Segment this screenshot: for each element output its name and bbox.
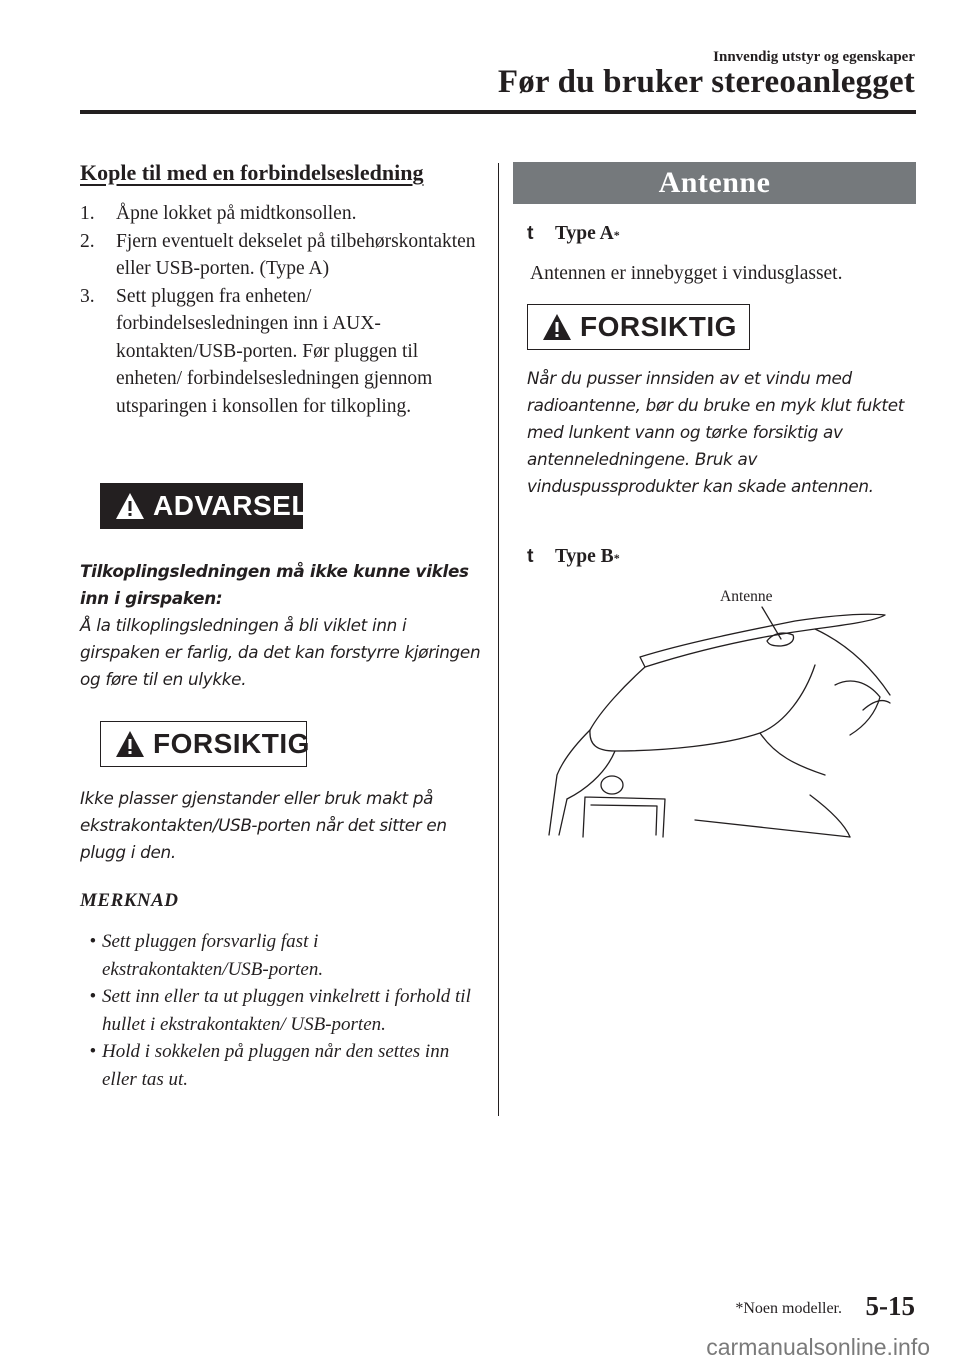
- warning-triangle-icon: [542, 313, 572, 341]
- bullet: t: [527, 545, 534, 567]
- bullet: •: [89, 931, 96, 952]
- forsiktig-badge: [527, 304, 750, 350]
- forsiktig-label: FORSIKTIG: [153, 728, 310, 759]
- column-divider: [498, 163, 499, 1116]
- note-text: Sett pluggen forsvarlig fast i ekstrakontakten/USB-porten.: [102, 931, 324, 980]
- watermark: carmanualsonline.info: [706, 1334, 930, 1360]
- type-a-heading: [527, 222, 917, 245]
- advarsel-text: [80, 558, 485, 693]
- forsiktig-badge: [100, 721, 310, 767]
- roof-line: [815, 629, 890, 695]
- header-rule: [80, 110, 916, 114]
- step-item: [80, 283, 485, 421]
- step-number: 2.: [80, 230, 95, 252]
- asterisk-mark: *: [613, 228, 620, 242]
- note-item: [80, 1038, 485, 1093]
- tail-light-left: [567, 751, 615, 799]
- license-plate-recess: [583, 797, 665, 837]
- rear-quarter-line: [810, 795, 850, 837]
- forsiktig-text: Ikke plasser gjenstander eller bruk makt på ekstrakontakten/USB-porten når det sitter en plugg i den.: [80, 788, 447, 862]
- bumper-line: [695, 820, 850, 837]
- shark-fin-antenna: [767, 633, 794, 646]
- step-number: 1.: [80, 203, 95, 224]
- note-item: [80, 928, 485, 983]
- type-b-label: Type B: [555, 546, 614, 567]
- car-rear-antenna-illustration: [545, 585, 895, 840]
- note-heading: MERKNAD: [80, 890, 179, 911]
- antenne-caution-text: Når du pusser innsiden av et vindu med radioantenne, bør du bruke en myk klut fuktet med lunkent vann og tørke forsiktig av antenneledningene. Bruk av vinduspussprodukter kan skade antennen.: [527, 368, 904, 496]
- footnote: *Noen modeller.: [735, 1300, 842, 1317]
- step-number: 3.: [80, 285, 95, 307]
- bullet: t: [527, 222, 534, 244]
- section-banner: Antenne: [513, 162, 916, 204]
- bullet: •: [89, 1041, 96, 1062]
- warning-triangle-icon: [115, 492, 145, 520]
- advarsel-body-text: Å la tilkoplingsledningen å bli viklet inn i girspaken er farlig, da det kan forstyrre kjøringen og føre til en ulykke.: [80, 615, 481, 689]
- bullet: •: [89, 986, 96, 1007]
- note-list: [80, 928, 485, 1093]
- warning-triangle-icon: [115, 730, 145, 758]
- note-item: [80, 983, 485, 1038]
- diagram-label: Antenne: [720, 588, 773, 605]
- note-text: Hold i sokkelen på pluggen når den settes inn eller tas ut.: [102, 1041, 450, 1090]
- steps-list: [80, 200, 485, 420]
- step-item: [80, 200, 485, 228]
- step-text: Åpne lokket på midtkonsollen.: [116, 203, 357, 224]
- section-heading: Kople til med en forbindelsesledning: [80, 160, 424, 185]
- advarsel-badge: [100, 483, 309, 529]
- step-item: [80, 228, 485, 283]
- emblem: [601, 776, 623, 794]
- forsiktig-label: FORSIKTIG: [580, 311, 737, 342]
- chapter-subtitle: Innvendig utstyr og egenskaper: [713, 49, 915, 65]
- note-text: Sett inn eller ta ut pluggen vinkelrett i forhold til hullet i ekstrakontakten/ USB-porten.: [102, 986, 471, 1035]
- asterisk-mark: *: [613, 551, 620, 565]
- advarsel-bold-text: Tilkoplingsledningen må ikke kunne vikles inn i girspaken:: [80, 561, 469, 608]
- bumper-edge: [559, 799, 567, 835]
- page-number: 5-15: [865, 1291, 915, 1321]
- step-text: Fjern eventuelt dekselet på tilbehørskontakten eller USB-porten. (Type A): [116, 230, 476, 279]
- advarsel-label: ADVARSEL: [153, 490, 309, 521]
- step-text: Sett pluggen fra enheten/ forbindelsesledningen inn i AUX-kontakten/USB-porten. Før pluggen til enheten/ forbindelsesledningen gjennom utsparingen i konsollen for tilkopling.: [116, 285, 433, 417]
- type-a-label: Type A: [555, 223, 614, 244]
- page-title: Før du bruker stereoanlegget: [497, 64, 915, 100]
- rear-window: [590, 665, 815, 751]
- tail-light-right: [760, 733, 825, 775]
- license-plate-inner: [591, 805, 657, 835]
- roof-spoiler: [640, 614, 885, 667]
- side-window: [835, 681, 880, 735]
- type-a-description: Antennen er innebygget i vindusglasset.: [530, 263, 843, 284]
- type-b-heading: [527, 545, 917, 568]
